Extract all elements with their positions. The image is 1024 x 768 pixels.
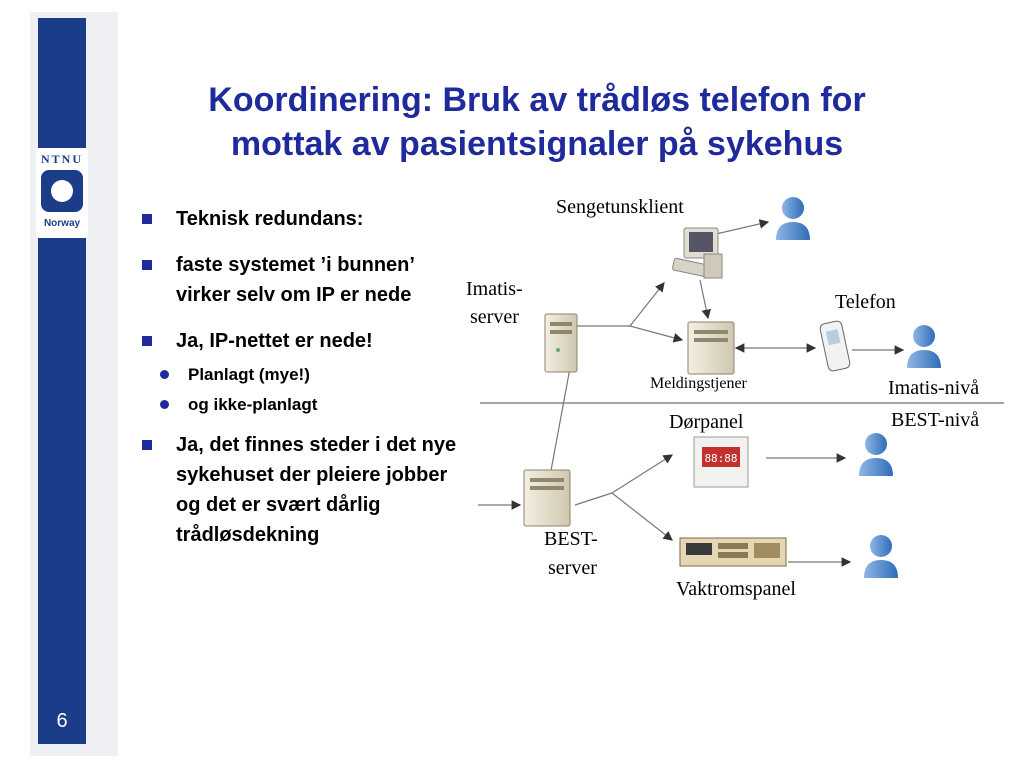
label-vaktromspanel: Vaktromspanel bbox=[676, 578, 796, 600]
bullet-item: Teknisk redundans: bbox=[142, 204, 462, 234]
label-sengetunsklient: Sengetunsklient bbox=[556, 196, 684, 218]
person-icon bbox=[907, 325, 941, 368]
message-server-icon bbox=[688, 322, 734, 374]
logo-text-norway: Norway bbox=[43, 218, 81, 229]
bullet-item: Ja, det finnes steder i det nye sykehuset der pleiere jobber og det er svært dårlig trådløsdekning bbox=[142, 430, 462, 550]
label-imatis-server-line1: Imatis- bbox=[466, 278, 523, 300]
person-icon bbox=[859, 433, 893, 476]
label-best-niva: BEST-nivå bbox=[891, 409, 980, 431]
logo-text-ntnu: NTNU bbox=[40, 152, 83, 166]
page-number: 6 bbox=[56, 710, 68, 732]
label-dorpanel: Dørpanel bbox=[669, 411, 744, 433]
door-panel-icon bbox=[694, 437, 748, 487]
sub-bullet-item: Planlagt (mye!) bbox=[108, 360, 462, 390]
sub-bullet-item: og ikke-planlagt bbox=[108, 390, 462, 420]
bullet-item: faste systemet ’i bunnen’ virker selv om IP er nede bbox=[142, 250, 462, 310]
control-room-panel-icon bbox=[680, 538, 786, 566]
slide-title-line-1: Koordinering: Bruk av trådløs telefon for bbox=[208, 81, 866, 119]
label-imatis-niva: Imatis-nivå bbox=[888, 377, 980, 399]
imatis-server-icon bbox=[545, 314, 577, 372]
bullet-item: Ja, IP-nettet er nede! bbox=[142, 326, 462, 356]
label-meldingstjener: Meldingstjener bbox=[650, 375, 747, 392]
best-server-icon bbox=[524, 470, 570, 526]
door-panel-display: 88:88 bbox=[704, 452, 738, 465]
label-imatis-server-line2: server bbox=[470, 306, 519, 328]
label-telefon: Telefon bbox=[835, 291, 896, 313]
slide-title-line-2: mottak av pasientsignaler på sykehus bbox=[230, 125, 844, 163]
label-best-server-line2: server bbox=[548, 557, 597, 579]
phone-icon bbox=[819, 320, 850, 372]
person-icon bbox=[864, 535, 898, 578]
label-best-server-line1: BEST- bbox=[544, 528, 598, 550]
person-icon bbox=[776, 197, 810, 240]
computer-icon bbox=[672, 228, 722, 278]
